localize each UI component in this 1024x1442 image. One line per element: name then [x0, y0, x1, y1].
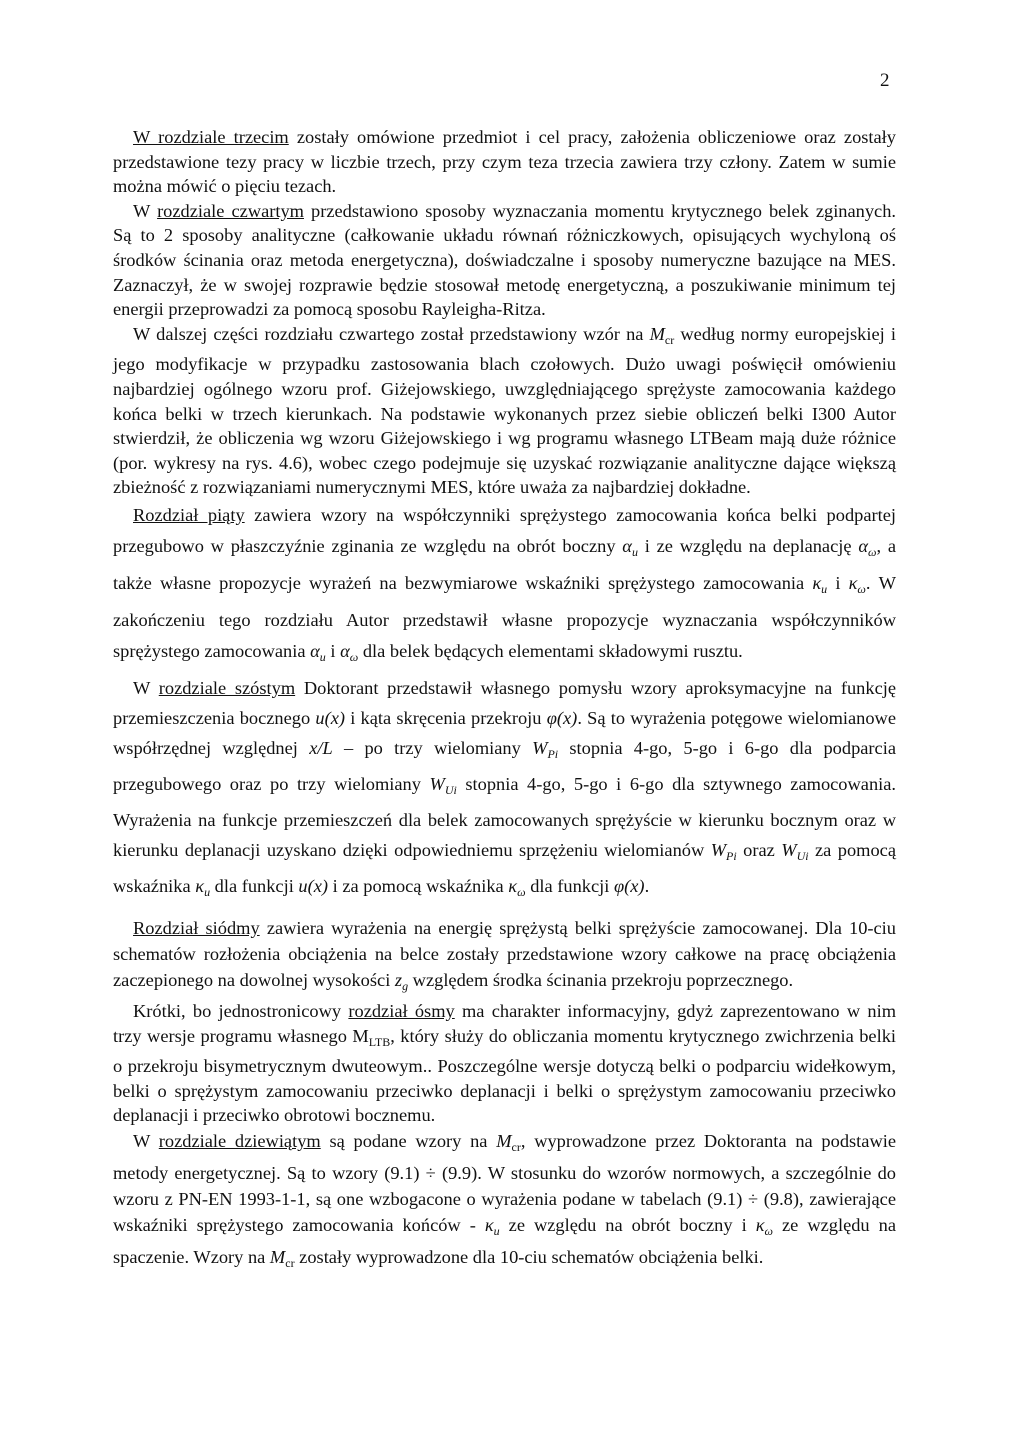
- paragraph-text: za pomocą wskaźnika: [113, 839, 896, 896]
- symbol-kappa: κ: [195, 875, 205, 896]
- paragraph-chapter-8: [113, 999, 896, 1128]
- symbol-subscript: u: [204, 884, 211, 899]
- symbol-subscript: cr: [511, 1139, 521, 1154]
- paragraph-text: zawiera wyrażenia na energię sprężystą belki sprężyście zamocowanej. Dla 10-ciu schematów rozłożenia obciążenia na belce zostały przedstawione wzory całkowe na pracę obciążenia zaczepionego na dowolnej wysokości: [113, 917, 896, 990]
- page-body: [113, 125, 896, 1276]
- symbol-mcr: M: [269, 1246, 286, 1267]
- function-u-x: u(x): [315, 707, 345, 728]
- symbol-w: W: [532, 737, 548, 758]
- symbol-w: W: [429, 773, 445, 794]
- paragraph-text: zostały wyprowadzone dla 10-ciu schematów obciążenia belki.: [294, 1246, 764, 1267]
- symbol-subscript: ω: [867, 544, 877, 559]
- paragraph-text: . Są to wyrażenia potęgowe wielomianowe współrzędnej względnej: [113, 707, 896, 758]
- paragraph-text: i kąta skręcenia przekroju: [345, 707, 547, 728]
- paragraph-text: W: [133, 1130, 159, 1151]
- paragraph-text: według normy europejskiej i jego modyfikacje w przypadku zastosowania blach czołowych. Dużo uwagi poświęcił omówieniu najbardziej ogólnego wzoru prof. Giżejowskiego, uwzględniającego sprężyste zamocowania każdego końca belki w trzech kierunkach. Na podstawie wykonanych przez siebie obliczeń belki I300 Autor stwierdził, że obliczenia wg wzoru Giżejowskiego i wg programu własnego LTBeam mają duże różnice (por. wykresy na rys. 4.6), wobec czego podejmuje się uzyskać rozwiązanie analityczne dające większą zbieżność z rozwiązaniami numerycznymi MES, które uważa za najbardziej dokładne.: [113, 323, 896, 498]
- paragraph-text: , wyprowadzone przez Doktoranta na podstawie metody energetycznej. Są to wzory (9.1) ÷ (9.9). W stosunku do wzorów normowych, a szczególnie do wzoru z PN-EN 1993-1-1, są one wzbogacone o wyrażenia podane w tabelach (9.1) ÷ (9.8), zawierające wskaźniki sprężystego zamocowania końców -: [113, 1130, 897, 1235]
- symbol-subscript: g: [402, 978, 409, 993]
- paragraph-text: są podane wzory na: [320, 1130, 497, 1151]
- symbol-subscript: Pi: [726, 848, 737, 863]
- chapter-7-heading: Rozdział siódmy: [133, 917, 260, 938]
- paragraph-text: ma charakter informacyjny, gdyż zaprezentowano w nim trzy wersje programu własnego M: [113, 1000, 896, 1046]
- symbol-subscript: ω: [349, 649, 359, 664]
- symbol-subscript: ω: [764, 1223, 773, 1238]
- function-phi-x: φ(x): [546, 707, 578, 728]
- paragraph-text: ze względu na spaczenie. Wzory na: [113, 1214, 896, 1267]
- symbol-w: W: [781, 839, 797, 860]
- function-u-x: u(x): [298, 875, 329, 896]
- chapter-9-heading: rozdziale dziewiątym: [158, 1130, 321, 1151]
- paragraph-text: Krótki, bo jednostronicowy: [133, 1000, 349, 1021]
- paragraph-text: stopnia 4-go, 5-go i 6-go dla podparcia przegubowego oraz po trzy wielomiany: [113, 737, 896, 794]
- paragraph-text: , a także własne propozycje wyrażeń na bezwymiarowe wskaźniki sprężystego zamocowania: [113, 535, 896, 593]
- paragraph-text: i za pomocą wskaźnika: [328, 875, 509, 896]
- symbol-subscript: Ui: [796, 848, 809, 863]
- paragraph-text: W: [133, 677, 159, 698]
- paragraph-text: zostały omówione przedmiot i cel pracy, założenia obliczeniowe oraz zostały przedstawione tezy pracy w liczbie trzech, przy czym teza trzecia zawiera trzy człony. Zatem w sumie można mówić o pięciu tezach.: [113, 127, 896, 197]
- paragraph-text: względem środka ścinania przekroju poprzecznego.: [408, 969, 794, 990]
- symbol-subscript: ω: [857, 581, 866, 596]
- paragraph-text: i ze względu na deplanację: [637, 535, 859, 556]
- symbol-alpha: α: [622, 535, 632, 556]
- symbol-subscript: cr: [664, 332, 675, 347]
- symbol-kappa: κ: [812, 572, 822, 593]
- symbol-subscript: u: [493, 1223, 500, 1238]
- page-number: 2: [880, 70, 890, 91]
- paragraph-text: , który służy do obliczania momentu krytycznego zwichrzenia belki o przekroju bisymetrycznym dwuteowym.. Poszczególne wersje dotyczą belki o podparciu widełkowym, belki o sprężystym zamocowaniu przeciwko deplanacji i belki o sprężystym zamocowaniu przeciwko deplanacji i przeciwko obrotowi bocznemu.: [113, 1025, 897, 1126]
- symbol-subscript: ω: [517, 884, 526, 899]
- paragraph-chapter-4: [113, 199, 896, 322]
- paragraph-text: zawiera wzory na współczynniki sprężystego zamocowania końca belki podpartej przegubowo w płaszczyźnie zginania ze względu na obrót boczny: [113, 504, 897, 556]
- chapter-4-heading: rozdziale czwartym: [157, 200, 304, 221]
- ratio-x-over-l: x/L: [309, 737, 333, 758]
- paragraph-chapter-3: [113, 125, 896, 199]
- paragraph-text: dla funkcji: [525, 875, 614, 896]
- function-phi-x: φ(x): [613, 875, 645, 896]
- paragraph-text: Doktorant przedstawił własnego pomysłu wzory aproksymacyjne na funkcję przemieszczenia bocznego: [113, 677, 897, 728]
- paragraph-text: oraz: [736, 839, 782, 860]
- paragraph-chapter-5: [113, 500, 896, 673]
- symbol-kappa: κ: [848, 572, 858, 593]
- symbol-subscript: u: [631, 544, 638, 559]
- symbol-subscript: u: [821, 581, 828, 596]
- chapter-8-heading: rozdział ósmy: [348, 1000, 455, 1021]
- symbol-w: W: [710, 839, 727, 860]
- symbol-mcr: M: [649, 323, 665, 344]
- paragraph-text: – po trzy wielomiany: [332, 737, 533, 758]
- paragraph-text: dla funkcji: [210, 875, 299, 896]
- paragraph-chapter-4-continued: [113, 322, 896, 500]
- symbol-mcr: M: [496, 1130, 512, 1151]
- symbol-subscript: Pi: [547, 746, 559, 761]
- paragraph-text: i: [827, 572, 849, 593]
- paragraph-text: stopnia 4-go, 5-go i 6-go dla sztywnego zamocowania. Wyrażenia na funkcje przemieszczeń dla belek zamocowanych sprężyście w kierunku bocznym oraz w kierunku deplanacji uzyskano dzięki odpowiedniemu sprzężeniu wielomianów: [113, 773, 897, 860]
- paragraph-chapter-7: [113, 915, 896, 999]
- symbol-subscript: u: [319, 649, 326, 664]
- symbol-subscript: cr: [285, 1255, 295, 1270]
- paragraph-chapter-6: [113, 673, 896, 907]
- symbol-alpha: α: [340, 640, 350, 661]
- symbol-kappa: κ: [484, 1214, 494, 1235]
- symbol-subscript: LTB: [368, 1034, 391, 1049]
- chapter-5-heading: Rozdział piąty: [133, 504, 245, 525]
- symbol-kappa: κ: [755, 1214, 765, 1235]
- paragraph-text: i: [325, 640, 341, 661]
- paragraph-text: W: [133, 200, 158, 221]
- paragraph-text: przedstawiono sposoby wyznaczania momentu krytycznego belek zginanych. Są to 2 sposoby analityczne (całkowanie układu równań różniczkowych, opisujących wychyloną oś środków ścinania oraz metoda energetyczna), doświadczalne i sposoby numeryczne bazujące na MES. Zaznaczył, że w swojej rozprawie będzie stosował metodę energetyczną, a poszukiwanie minimum tej energii przeprowadzi za pomocą sposobu Rayleigha-Ritza.: [113, 200, 897, 320]
- symbol-alpha: α: [310, 640, 320, 661]
- chapter-3-heading: W rozdziale trzecim: [133, 127, 289, 147]
- symbol-alpha: α: [858, 535, 868, 556]
- chapter-6-heading: rozdziale szóstym: [158, 677, 296, 698]
- symbol-subscript: Ui: [444, 782, 457, 797]
- paragraph-text: ze względu na obrót boczny i: [499, 1214, 756, 1235]
- symbol-z: z: [394, 969, 403, 990]
- paragraph-text: dla belek będących elementami składowymi rusztu.: [358, 640, 743, 661]
- paragraph-chapter-9: [113, 1128, 896, 1276]
- symbol-kappa: κ: [508, 875, 518, 896]
- paragraph-text: . W zakończeniu tego rozdziału Autor przedstawił własne propozycje wyznaczania współczynników sprężystego zamocowania: [113, 572, 896, 661]
- paragraph-text: W dalszej części rozdziału czwartego został przedstawiony wzór na: [133, 323, 650, 344]
- paragraph-text: .: [644, 875, 650, 896]
